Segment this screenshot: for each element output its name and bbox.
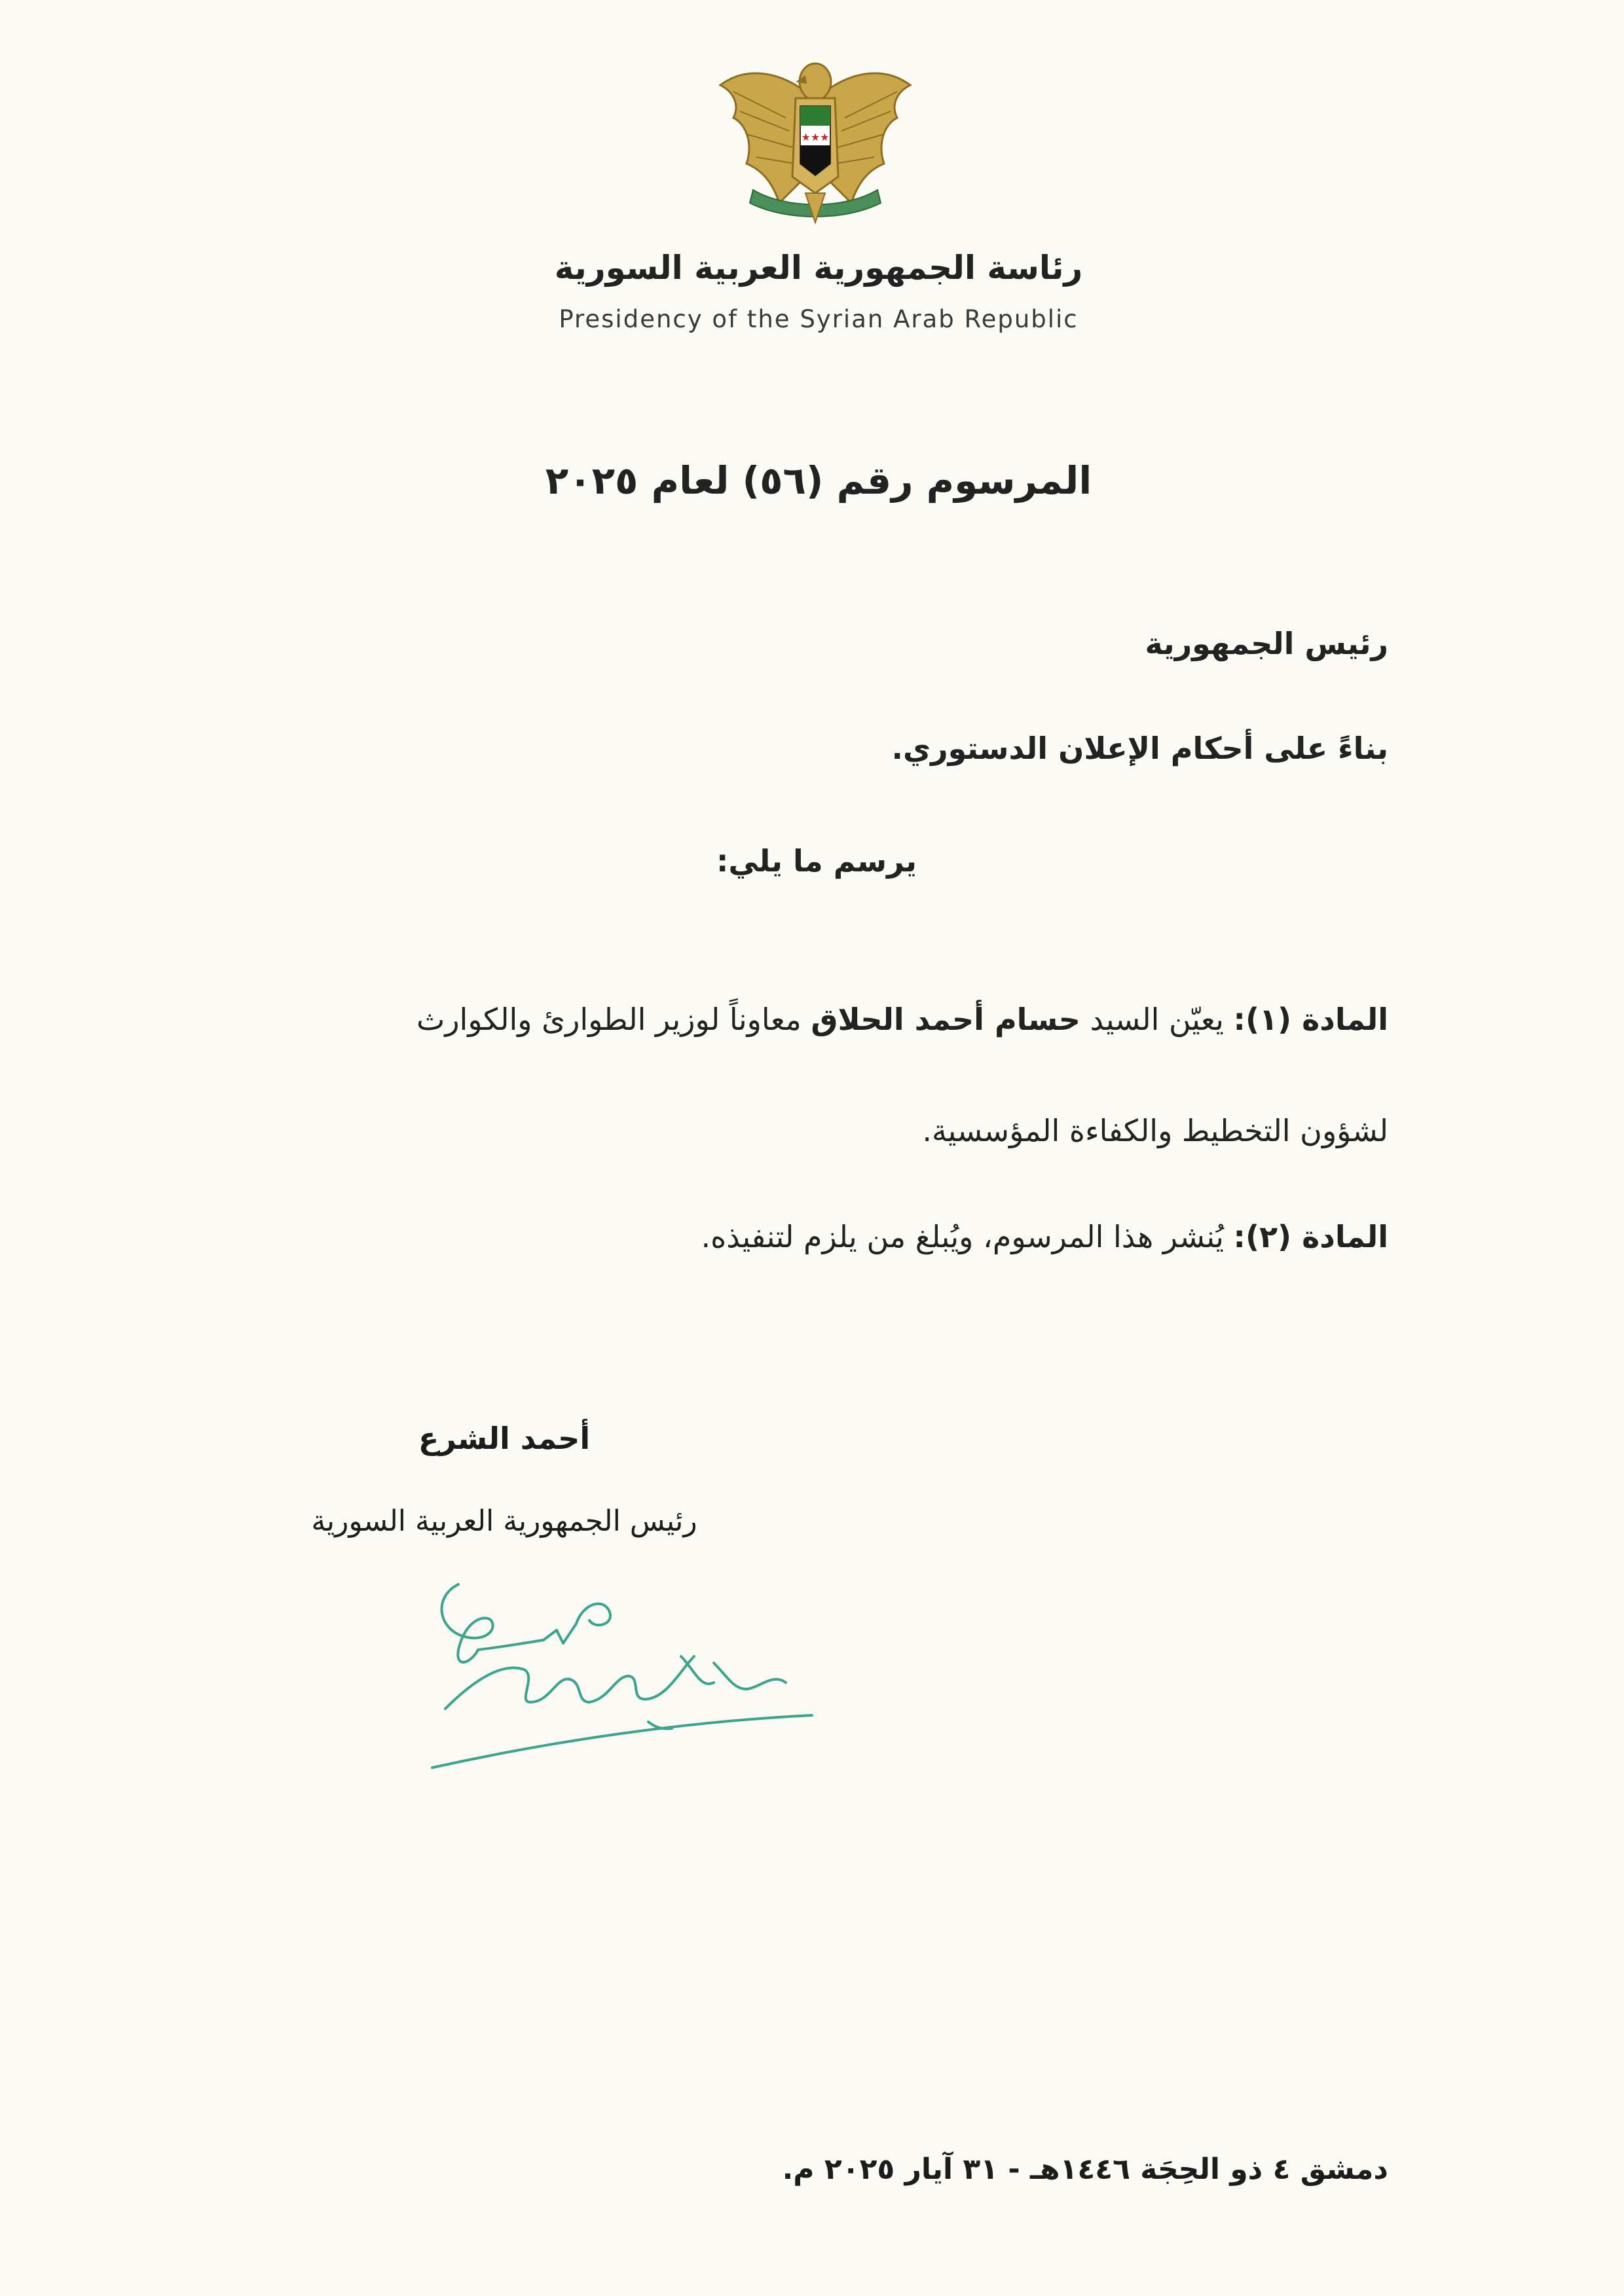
- header-title-arabic: رئاسة الجمهورية العربية السورية: [554, 249, 1083, 287]
- article-1-text-end: معاوناً لوزير الطوارئ والكوارث: [416, 1002, 802, 1037]
- decree-title: المرسوم رقم (٥٦) لعام ٢٠٢٥: [545, 458, 1092, 503]
- article-2-label: المادة (٢):: [1233, 1219, 1388, 1254]
- svg-text:★★★: ★★★: [801, 131, 830, 143]
- handwritten-signature-icon: [419, 1558, 825, 1781]
- signer-title: رئيس الجمهورية العربية السورية: [311, 1504, 697, 1538]
- article-1: [236, 1002, 1388, 1037]
- syrian-eagle-emblem-icon: [707, 46, 923, 236]
- header-title-english: Presidency of the Syrian Arab Republic: [559, 305, 1079, 333]
- article-1-text-start: يعيّن السيد: [1090, 1002, 1224, 1037]
- article-2: [236, 1219, 1388, 1254]
- article-1-continuation: لشؤون التخطيط والكفاءة المؤسسية.: [922, 1113, 1388, 1148]
- decrees-line: يرسم ما يلي:: [716, 843, 917, 879]
- pursuant-line: بناءً على أحكام الإعلان الدستوري.: [891, 731, 1388, 766]
- president-line: رئيس الجمهورية: [1145, 626, 1388, 661]
- article-1-label: المادة (١):: [1233, 1002, 1388, 1037]
- date-line: دمشق ٤ ذو الحِجَة ١٤٤٦هـ - ٣١ آيار ٢٠٢٥ م.: [782, 2153, 1388, 2186]
- signer-name: أحمد الشرع: [418, 1421, 591, 1456]
- article-2-text: يُنشر هذا المرسوم، ويُبلغ من يلزم لتنفيذه.: [701, 1219, 1224, 1254]
- appointee-name: حسام أحمد الحلاق: [811, 1002, 1080, 1037]
